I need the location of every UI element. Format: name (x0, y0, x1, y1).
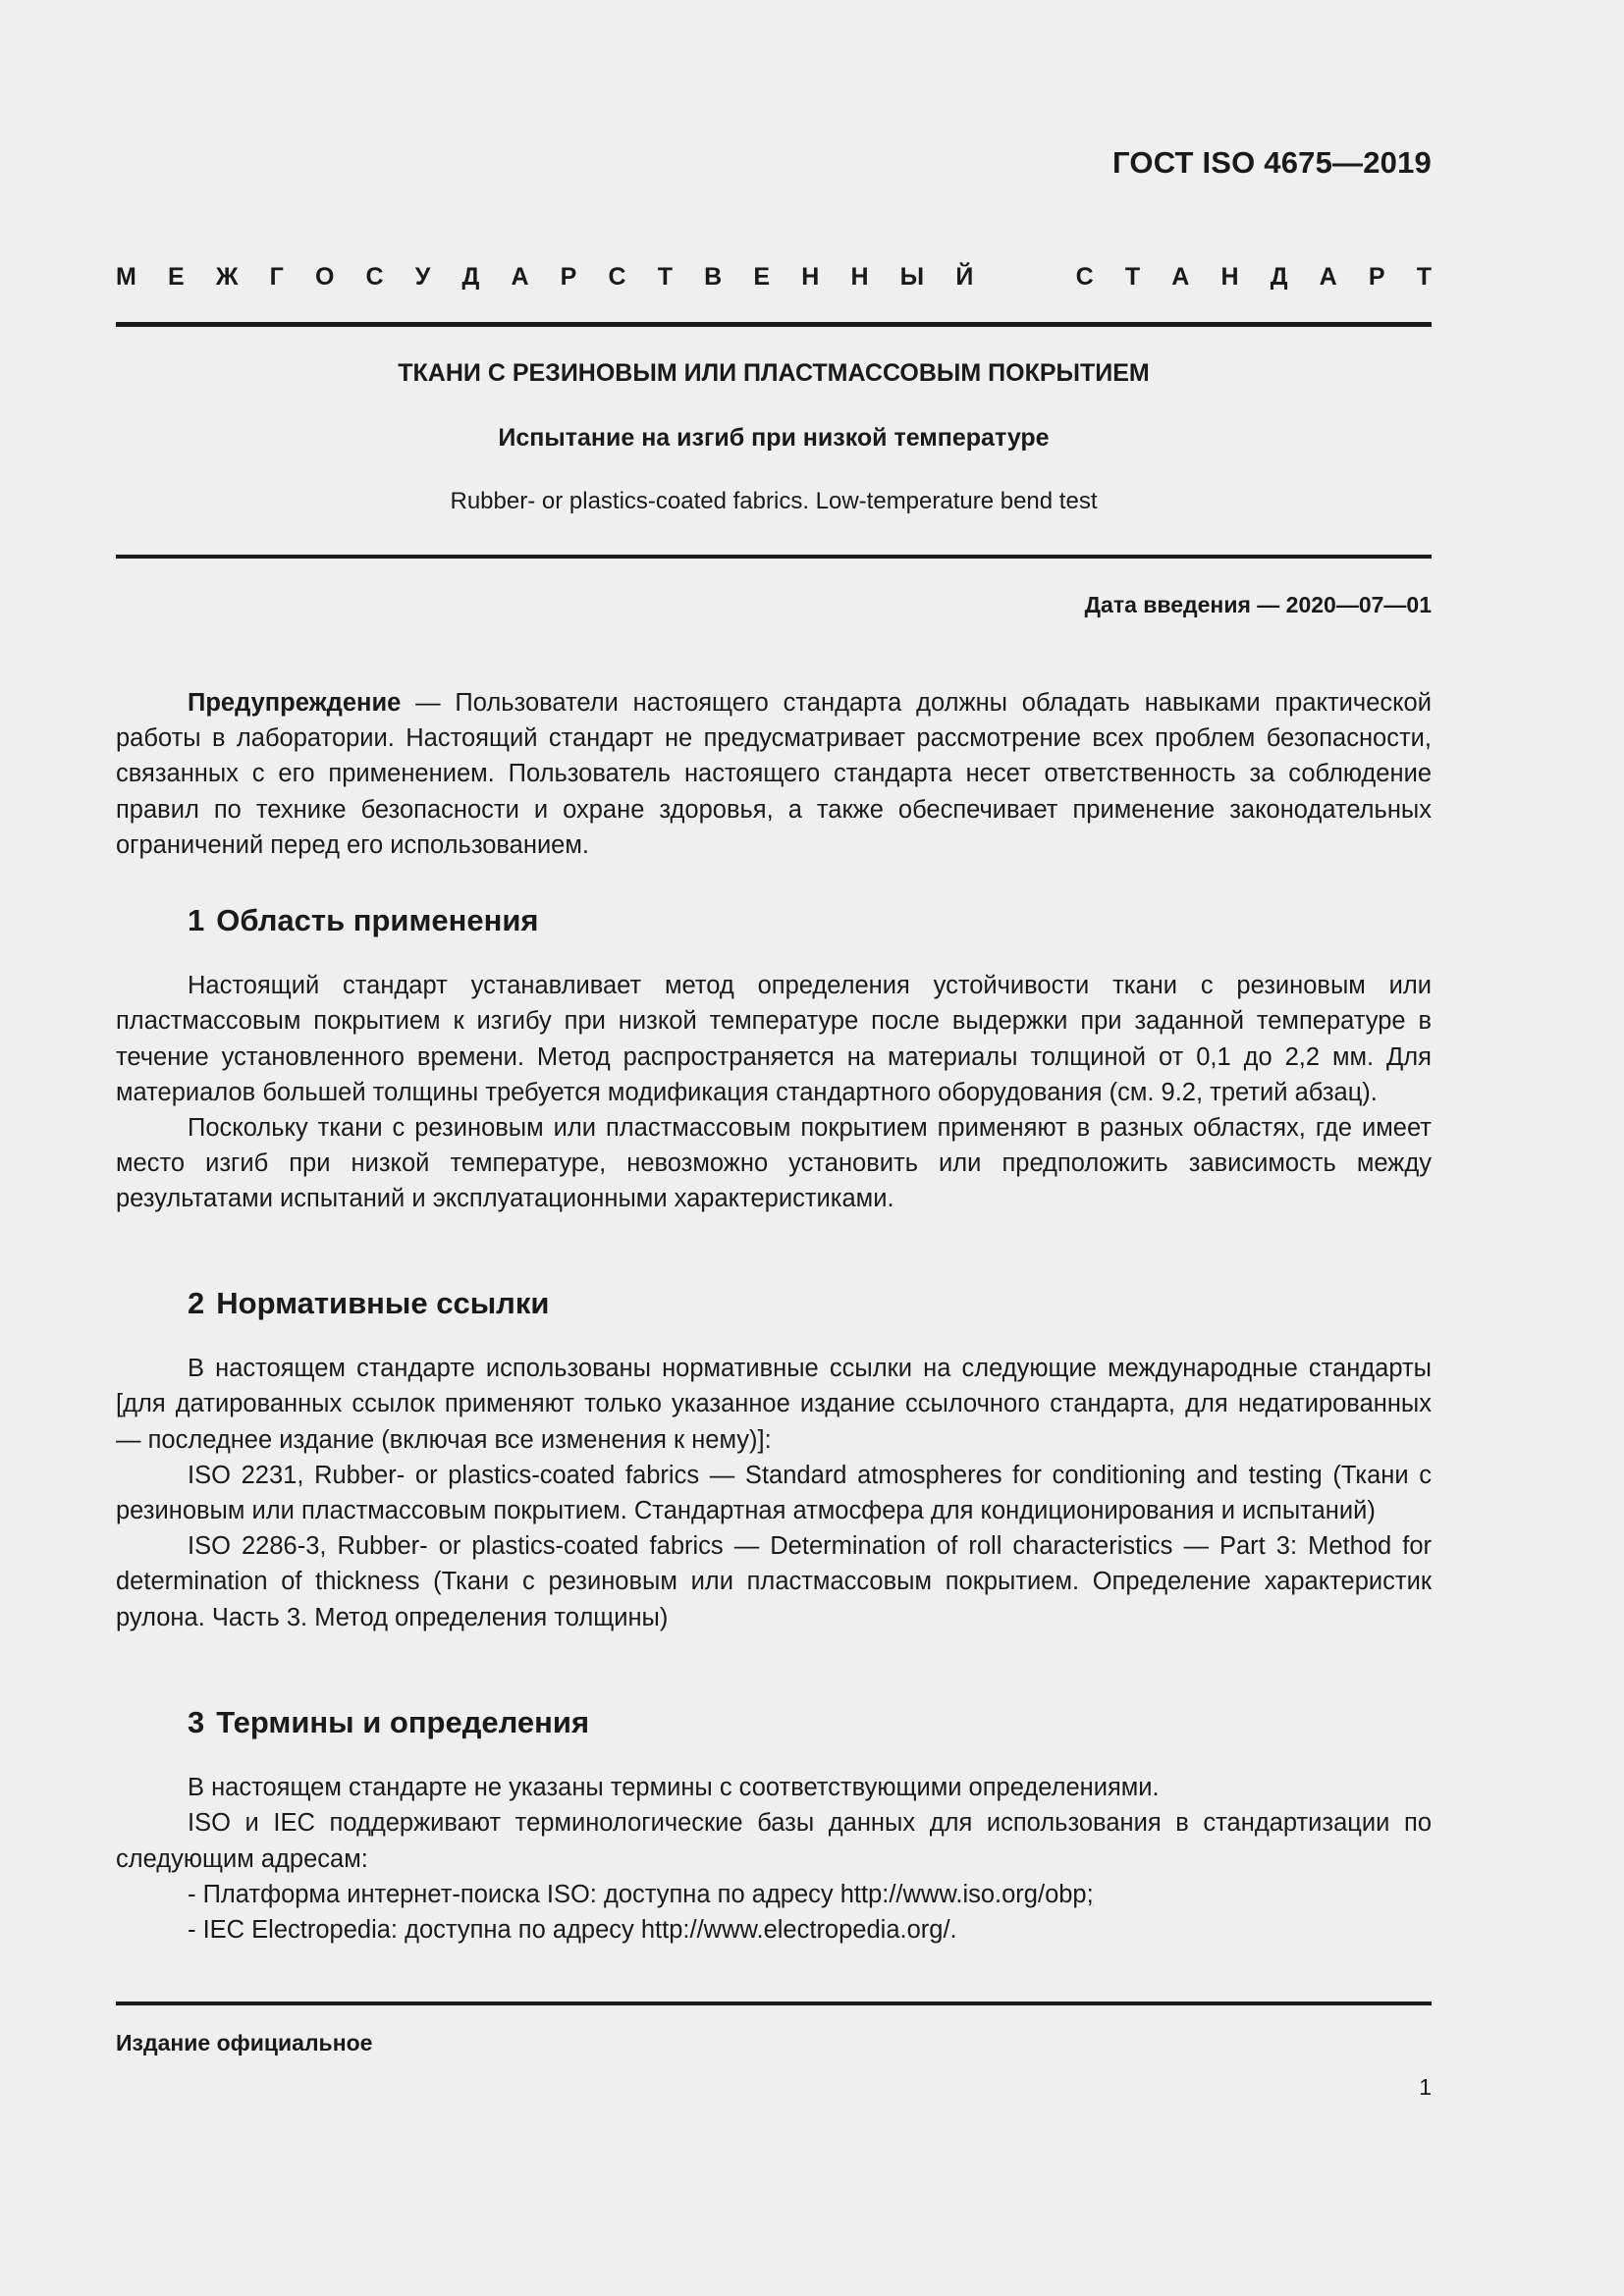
section-number: 3 (188, 1705, 205, 1739)
warning-block (116, 685, 1432, 863)
warning-text: — Пользователи настоящего стандарта должны обладать навыками практической работы в лаборатории. Настоящий стандарт не предусматривает рассмотрение всех проблем безопасности, связанных с его применением. Пользователь настоящего стандарта несет ответственность за соблюдение правил по технике безопасности и охране здоровья, а также обеспечивает применение законодательных ограничений перед его использованием. (116, 689, 1432, 859)
section-normative-references (116, 1286, 1432, 1635)
paragraph: Поскольку ткани с резиновым или пластмассовым покрытием применяют в разных областях, где имеет место изгиб при низкой температуре, невозможно установить или предположить зависимость между результатами испытаний и эксплуатационными характеристиками. (116, 1114, 1432, 1213)
banner-letter: Е (753, 263, 771, 291)
banner-word-gap (1004, 263, 1044, 292)
banner-letter: Т (1124, 263, 1141, 291)
banner-letter: А (1171, 263, 1190, 291)
banner-letter: Д (461, 263, 480, 291)
section-title: Нормативные ссылки (216, 1286, 550, 1320)
document-title-english: Rubber- or plastics-coated fabrics. Low-temperature bend test (450, 488, 1098, 514)
page-number: 1 (1419, 2074, 1432, 2100)
banner-letter: С (365, 263, 384, 291)
section-title: Термины и определения (216, 1705, 590, 1739)
banner-letter: В (704, 263, 723, 291)
official-edition-label: Издание официальное (116, 2030, 373, 2056)
banner-letter: Н (850, 263, 869, 291)
list-item-text: - Платформа интернет-поиска ISO: доступна по адресу http://www.iso.org/obp (188, 1880, 1087, 1908)
list-item-end: ; (1086, 1880, 1094, 1908)
banner-letter: Г (269, 263, 284, 291)
banner-letter: Р (1368, 263, 1385, 291)
banner-letter: Ж (215, 263, 239, 291)
paragraph: В настоящем стандарте использованы нормативные ссылки на следующие международные стандарты [для датированных ссылок применяют только указанное издание ссылочного стандарта, для недатированных — последнее издание (включая все изменения к нему)]: (116, 1355, 1432, 1454)
paragraph: ISO и IEC поддерживают терминологические базы данных для использования в стандартизации по следующим адресам: (116, 1809, 1432, 1873)
banner-letter: Й (955, 263, 974, 291)
warning-paragraph (116, 685, 1432, 863)
header-divider (116, 322, 1432, 327)
banner-letter: С (1075, 263, 1094, 291)
banner-letter: А (1319, 263, 1337, 291)
paragraph: Настоящий стандарт устанавливает метод определения устойчивости ткани с резиновым или пластмассовым покрытием к изгибу при низкой температуре после выдержки при заданной температуре в течение установленного времени. Метод распространяется на материалы толщиной от 0,1 до 2,2 мм. Для материалов большей толщины требуется модификация стандартного оборудования (см. 9.2, третий абзац). (116, 972, 1432, 1106)
section-heading (116, 1286, 1432, 1321)
banner-letter: С (608, 263, 626, 291)
banner-letter: У (414, 263, 431, 291)
banner-letter: А (511, 263, 529, 291)
standard-code: ГОСТ ISO 4675—2019 (1112, 145, 1432, 180)
banner-letter: Н (1220, 263, 1239, 291)
section-terms (116, 1705, 1432, 1948)
banner-letter: Е (167, 263, 185, 291)
list-item: - IEC Electropedia: доступна по адресу http://www.electropedia.org/. (188, 1916, 957, 1945)
banner-letter: Т (657, 263, 674, 291)
banner-letter: Ы (899, 263, 925, 291)
banner-letter: Д (1270, 263, 1288, 291)
section-number: 1 (188, 903, 205, 937)
footer-divider (116, 2002, 1432, 2005)
section-scope (116, 903, 1432, 1217)
document-page (116, 0, 1432, 2296)
banner-letter: Н (801, 263, 820, 291)
section-number: 2 (188, 1286, 205, 1320)
document-subtitle: Испытание на изгиб при низкой температуре (498, 424, 1050, 452)
section-title: Область применения (216, 903, 539, 937)
banner-letter: О (314, 263, 335, 291)
reference-entry: ISO 2231, Rubber- or plastics-coated fabrics — Standard atmospheres for conditioning and testing (Ткани с резиновым или пластмассовым покрытием. Стандартная атмосфера для кондиционирования и испытаний) (116, 1461, 1432, 1525)
reference-entry: ISO 2286-3, Rubber- or plastics-coated fabrics — Determination of roll characteristics — Part 3: Method for determination of thickness (Ткани с резиновым или пластмассовым покрытием. Определение характеристик рулона. Часть 3. Метод определения толщины) (116, 1532, 1432, 1631)
introduction-date: Дата введения — 2020—07—01 (1084, 592, 1432, 617)
banner-letter: Р (560, 263, 577, 291)
interstate-standard-banner (116, 263, 1432, 292)
title-divider (116, 555, 1432, 559)
section-heading (116, 1705, 1432, 1740)
document-title: ТКАНИ С РЕЗИНОВЫМ ИЛИ ПЛАСТМАССОВЫМ ПОКРЫТИЕМ (398, 359, 1150, 387)
section-heading (116, 903, 1432, 938)
banner-letter: М (116, 263, 136, 291)
list-item (116, 1877, 1432, 1912)
warning-label: Предупреждение (188, 689, 402, 717)
paragraph: В настоящем стандарте не указаны термины с соответствующими определениями. (188, 1774, 1160, 1802)
banner-letter: Т (1416, 263, 1432, 291)
